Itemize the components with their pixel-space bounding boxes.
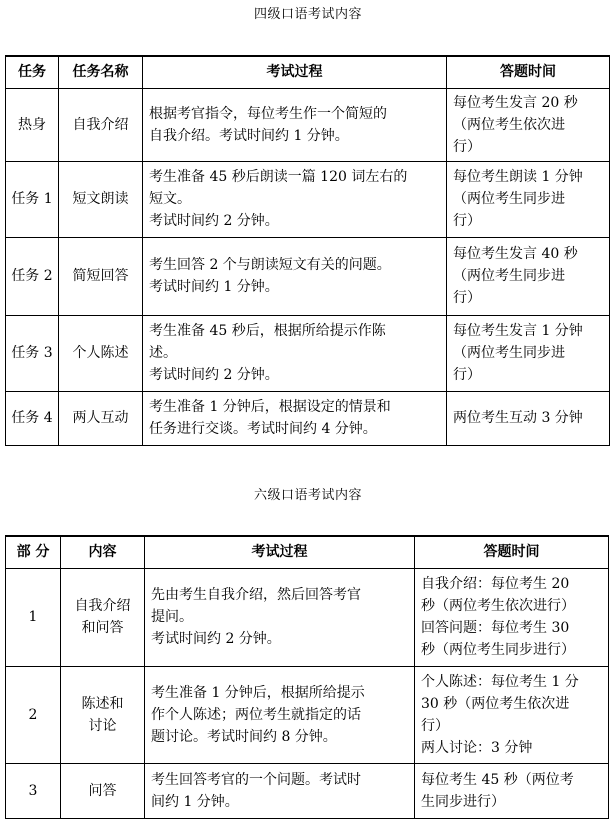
- content-cell-line: 问答: [88, 782, 117, 799]
- task-cell: 任务 1: [6, 161, 59, 237]
- time-cell-line: 每位考生发言 1 分钟: [453, 323, 583, 339]
- table-row: [6, 161, 610, 237]
- time-cell: [447, 161, 610, 237]
- process-cell-line: 考生回答考官的一个问题。考试时: [151, 771, 361, 788]
- time-cell-line: 每位考生发言 20 秒: [453, 94, 578, 111]
- table-row: [6, 315, 610, 391]
- content-cell-line: 和问答: [81, 620, 124, 636]
- time-cell-line: （两位考生依次进: [453, 116, 565, 133]
- table-row: [6, 88, 610, 161]
- time-cell-line: （两位考生同步进: [453, 268, 565, 284]
- process-cell: [143, 88, 447, 161]
- task-cell: 任务 3: [6, 315, 59, 391]
- process-cell-line: 根据考官指令，每位考生作一个简短的: [149, 105, 387, 122]
- time-cell-line: 行）: [421, 717, 449, 734]
- header-task: 任务: [6, 56, 59, 88]
- task-cell: 热身: [6, 88, 59, 161]
- content-cell: [61, 568, 145, 666]
- process-cell: [143, 237, 447, 315]
- time-cell-line: 每位考生发言 40 秒: [453, 246, 578, 262]
- task-cell: 任务 4: [6, 391, 59, 445]
- process-cell-line: 作个人陈述；两位考生就指定的话: [151, 706, 361, 723]
- content-cell-line: 讨论: [88, 717, 117, 734]
- time-cell: [415, 568, 609, 666]
- process-cell: [143, 391, 447, 445]
- process-cell: [145, 666, 415, 763]
- process-cell-line: 考生准备 1 分钟后，根据所给提示: [151, 684, 365, 701]
- part-cell: 1: [6, 568, 61, 666]
- content-cell: [61, 666, 145, 763]
- time-cell-line: 个人陈述：每位考生 1 分: [421, 673, 579, 690]
- process-cell-line: 考生准备 1 分钟后，根据设定的情景和: [149, 399, 391, 415]
- time-cell-line: （两位考生同步进: [453, 191, 565, 207]
- task-cell: 任务 2: [6, 237, 59, 315]
- table-row: [6, 237, 610, 315]
- content-cell-line: 陈述和: [81, 695, 124, 712]
- time-cell-line: （两位考生同步进: [453, 345, 565, 361]
- process-cell-line: 自我介绍。考试时间约 1 分钟。: [149, 127, 349, 144]
- header-process: 考试过程: [145, 536, 415, 568]
- process-cell-line: 考试时间约 2 分钟。: [151, 631, 281, 647]
- task-name-cell: 简短回答: [59, 237, 143, 315]
- header-task-name: 任务名称: [59, 56, 143, 88]
- table-row: [6, 568, 609, 666]
- process-cell-line: 任务进行交谈。考试时间约 4 分钟。: [149, 421, 377, 437]
- time-cell: [447, 315, 610, 391]
- time-cell-line: 每位考生 45 秒（两位考: [421, 771, 574, 788]
- process-cell-line: 间约 1 分钟。: [151, 793, 239, 810]
- header-time: 答题时间: [415, 536, 609, 568]
- time-cell-line: 30 秒（两位考生依次进: [421, 695, 570, 712]
- time-cell: [447, 88, 610, 161]
- time-cell-line: 两人讨论：3 分钟: [421, 739, 533, 756]
- process-cell: [145, 568, 415, 666]
- task-name-cell: 两人互动: [59, 391, 143, 445]
- process-cell-line: 考试时间约 2 分钟。: [149, 213, 279, 229]
- table2-caption: 六级口语考试内容: [253, 488, 362, 503]
- cet6-oral-table: [5, 535, 609, 819]
- time-cell-line: 两位考生互动 3 分钟: [453, 410, 583, 426]
- time-cell-line: 生同步进行）: [421, 793, 505, 810]
- time-cell: [447, 391, 610, 445]
- process-cell: [143, 161, 447, 237]
- time-cell: [447, 237, 610, 315]
- process-cell-line: 提问。: [151, 609, 193, 625]
- time-cell-line: 自我介绍：每位考生 20: [421, 576, 570, 592]
- time-cell-line: 回答问题：每位考生 30: [421, 620, 570, 636]
- time-cell-line: 行）: [453, 290, 481, 306]
- header-content: 内容: [61, 536, 145, 568]
- header-process: 考试过程: [143, 56, 447, 88]
- content-cell: [61, 763, 145, 818]
- time-cell-line: 行）: [453, 367, 481, 383]
- part-cell: 3: [6, 763, 61, 818]
- process-cell-line: 考试时间约 1 分钟。: [149, 279, 279, 295]
- process-cell-line: 考试时间约 2 分钟。: [149, 367, 279, 383]
- process-cell: [143, 315, 447, 391]
- process-cell-line: 考生准备 45 秒后，根据所给提示作陈: [149, 323, 386, 339]
- time-cell-line: 行）: [453, 138, 481, 155]
- time-cell-line: 每位考生朗读 1 分钟: [453, 169, 583, 185]
- table-header-row: [6, 536, 609, 568]
- task-name-cell: 自我介绍: [59, 88, 143, 161]
- table-row: [6, 763, 609, 818]
- task-name-cell: 短文朗读: [59, 161, 143, 237]
- process-cell-line: 述。: [149, 345, 177, 361]
- table-row: [6, 391, 610, 445]
- part-cell: 2: [6, 666, 61, 763]
- header-time: 答题时间: [447, 56, 610, 88]
- process-cell: [145, 763, 415, 818]
- process-cell-line: 先由考生自我介绍，然后回答考官: [151, 587, 361, 603]
- time-cell: [415, 666, 609, 763]
- content-cell-line: 自我介绍: [74, 598, 131, 614]
- time-cell-line: 秒（两位考生依次进行）: [421, 598, 575, 614]
- time-cell: [415, 763, 609, 818]
- cet4-oral-table: [5, 55, 610, 446]
- process-cell-line: 考生准备 45 秒后朗读一篇 120 词左右的: [149, 169, 408, 185]
- process-cell-line: 考生回答 2 个与朗读短文有关的问题。: [149, 257, 391, 273]
- process-cell-line: 短文。: [149, 191, 191, 207]
- time-cell-line: 行）: [453, 213, 481, 229]
- task-name-cell: 个人陈述: [59, 315, 143, 391]
- table1-caption: 四级口语考试内容: [253, 7, 362, 22]
- table-header-row: [6, 56, 610, 88]
- process-cell-line: 题讨论。考试时间约 8 分钟。: [151, 728, 337, 745]
- header-part: 部 分: [6, 536, 61, 568]
- time-cell-line: 秒（两位考生同步进行）: [421, 642, 575, 658]
- table-row: [6, 666, 609, 763]
